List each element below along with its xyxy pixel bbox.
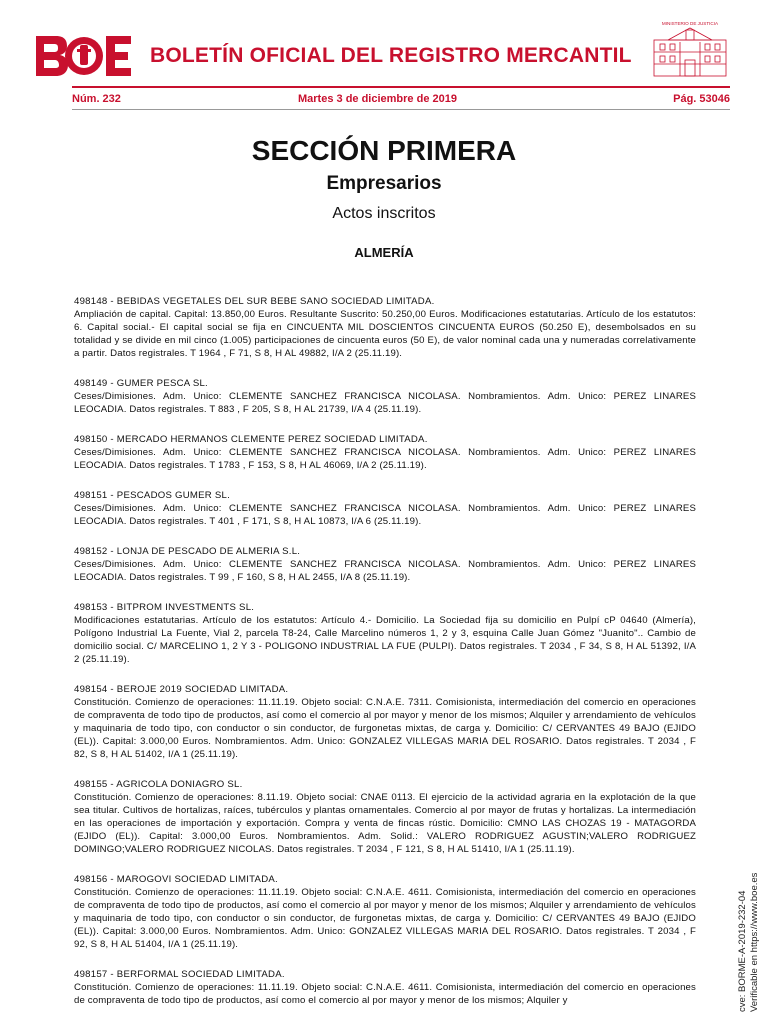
acts-heading: Actos inscritos	[332, 205, 436, 222]
entry	[74, 601, 696, 666]
entry-body: Constitución. Comienzo de operaciones: 11.11.19. Objeto social: C.N.A.E. 7311. Comisionista, intermediación del comercio en operaciones de compraventa de todo tipo de productos, así como el comercio al por mayor y menor de los mismos; Alquiler y arrendamiento de vehículos y maquinaria de todo tipo, con conductor o sin conductor, de furgonetas mixtas, de carga y. Domicilio: C/ CERVANTES 49 BAJO (EJIDO (EL)). Capital: 3.000,00 Euros. Nombramientos. Adm. Unico: GONZALEZ VILLEGAS MARIA DEL ROSARIO. Datos registrales. T 2034 , F 82, S 8, H AL 51402, I/A 1 (25.11.19).	[74, 697, 696, 760]
entries-list	[74, 295, 696, 1024]
boe-logo	[36, 36, 131, 76]
entry-body: Constitución. Comienzo de operaciones: 11.11.19. Objeto social: C.N.A.E. 4611. Comisionista, intermediación del comercio en operaciones de compraventa de todo tipo de productos, así como el comercio al por mayor y menor de los mismos; Alquiler y arrendamiento de vehículos y maquinaria de todo tipo, con conductor o sin conductor, de furgonetas mixtas, de carga y. Domicilio: C/ CERVANTES 49 BAJO (EJIDO (EL)). Capital: 3.000,00 Euros. Nombramientos. Adm. Unico: GONZALEZ VILLEGAS MARIA DEL ROSARIO. Datos registrales. T 2034 , F 92, S 8, H AL 51404, I/A 1 (25.11.19).	[74, 887, 696, 950]
ministry-building-icon	[650, 18, 730, 80]
issue-number: Núm. 232	[72, 93, 121, 105]
entry-title: 498155 - AGRICOLA DONIAGRO SL.	[74, 779, 243, 790]
entry	[74, 873, 696, 951]
entry-body: Modificaciones estatutarias. Artículo de los estatutos: Artículo 4.- Domicilio. La Sociedad fija su domicilio en Pulpí cP 04640 (Almería), Polígono Industrial La Fuente, Vial 2, parcela T8-24, Calle Marcelino números 1, 2 y 3, esquina Calle Juan Gómez "Juanito".. Cambio de domicilio social. C/ MARCELINO 1, 2 Y 3 - POLIGONO INDUSTRIAL LA FUE (PULPI). Datos registrales. T 2034 , F 34, S 8, H AL 51392, I/A 2 (25.11.19).	[74, 615, 696, 665]
entry-title: 498149 - GUMER PESCA SL.	[74, 378, 208, 389]
entry-body: Ceses/Dimisiones. Adm. Unico: CLEMENTE SANCHEZ FRANCISCA NICOLASA. Nombramientos. Adm. Unico: PEREZ LINARES LEOCADIA. Datos registrales. T 401 , F 171, S 8, H AL 10873, I/A 6 (25.11.19).	[74, 503, 696, 527]
entry	[74, 778, 696, 856]
header-divider	[72, 86, 730, 88]
subheader-divider	[72, 109, 730, 110]
issue-date: Martes 3 de diciembre de 2019	[298, 93, 457, 105]
entry	[74, 433, 696, 472]
entry	[74, 545, 696, 584]
province-heading: ALMERÍA	[354, 245, 414, 260]
entry-title: 498154 - BEROJE 2019 SOCIEDAD LIMITADA.	[74, 684, 289, 695]
entry-body: Constitución. Comienzo de operaciones: 8.11.19. Objeto social: CNAE 0113. El ejercicio de la actividad agraria en la explotación de la que sea titular. Cultivos de hortalizas, raíces, tubérculos y plantas ornamentales. Comercio al por mayor de frutas y hortalizas. La intermediación en las operaciones de importación y exportación. Compra y venta de fincas rústic. Domicilio: CMNO LAS CHOZAS 19 - MATAGORDA (EJIDO (EL)). Capital: 3.000,00 Euros. Nombramientos. Adm. Solid.: VALERO RODRIGUEZ AGUSTIN;VALERO RODRIGUEZ DOMINGO;VALERO RODRIGUEZ NICOLAS. Datos registrales. T 2034 , F 121, S 8, H AL 51410, I/A 1 (25.11.19).	[74, 792, 696, 855]
entry-body: Ceses/Dimisiones. Adm. Unico: CLEMENTE SANCHEZ FRANCISCA NICOLASA. Nombramientos. Adm. Unico: PEREZ LINARES LEOCADIA. Datos registrales. T 1783 , F 153, S 8, H AL 46069, I/A 2 (25.11.19).	[74, 447, 696, 471]
entry-title: 498150 - MERCADO HERMANOS CLEMENTE PEREZ SOCIEDAD LIMITADA.	[74, 434, 428, 445]
entry-body: Ceses/Dimisiones. Adm. Unico: CLEMENTE SANCHEZ FRANCISCA NICOLASA. Nombramientos. Adm. Unico: PEREZ LINARES LEOCADIA. Datos registrales. T 99 , F 160, S 8, H AL 2455, I/A 8 (25.11.19).	[74, 559, 696, 583]
section-title: SECCIÓN PRIMERA	[251, 135, 517, 166]
section-subtitle: Empresarios	[326, 173, 442, 194]
cve-code: cve: BORME-A-2019-232-04	[737, 890, 748, 1012]
verification-text	[737, 873, 761, 1012]
entry	[74, 377, 696, 416]
entry-title: 498151 - PESCADOS GUMER SL.	[74, 490, 231, 501]
entry	[74, 683, 696, 761]
entry-body: Constitución. Comienzo de operaciones: 11.11.19. Objeto social: C.N.A.E. 4611. Comisionista, intermediación del comercio en operaciones de compraventa de todo tipo de productos, así como el comercio al por mayor y menor de los mismos; Alquiler y	[74, 982, 696, 1006]
page-number: Pág. 53046	[673, 93, 730, 105]
publication-title: BOLETÍN OFICIAL DEL REGISTRO MERCANTIL	[150, 44, 632, 67]
svg-text:MINISTERIO DE JUSTICIA: MINISTERIO DE JUSTICIA	[661, 21, 719, 26]
entry-title: 498153 - BITPROM INVESTMENTS SL.	[74, 602, 255, 613]
verification-link[interactable]: Verificable en https://www.boe.es	[749, 872, 760, 1012]
entry-title: 498156 - MAROGOVI SOCIEDAD LIMITADA.	[74, 874, 278, 885]
entry-body: Ceses/Dimisiones. Adm. Unico: CLEMENTE SANCHEZ FRANCISCA NICOLASA. Nombramientos. Adm. Unico: PEREZ LINARES LEOCADIA. Datos registrales. T 883 , F 205, S 8, H AL 21739, I/A 4 (25.11.19).	[74, 391, 696, 415]
entry-title: 498148 - BEBIDAS VEGETALES DEL SUR BEBE SANO SOCIEDAD LIMITADA.	[74, 296, 435, 307]
entry-title: 498157 - BERFORMAL SOCIEDAD LIMITADA.	[74, 969, 285, 980]
entry-body: Ampliación de capital. Capital: 13.850,00 Euros. Resultante Suscrito: 50.250,00 Euros. Modificaciones estatutarias. Artículo de los estatutos: 6. Capital social.- El capital social se fija en CINCUENTA MIL DOSCIENTOS CINCUENTA EUROS (50.250 E), desembolsados en su totalidad y se divide en mil cinco (1.005) participaciones de cincuenta euros (50 E), de valor nominal cada una y numeradas correlativamente a partir. Datos registrales. T 1964 , F 71, S 8, H AL 49882, I/A 2 (25.11.19).	[74, 309, 696, 359]
entry-title: 498152 - LONJA DE PESCADO DE ALMERIA S.L.	[74, 546, 301, 557]
entry	[74, 489, 696, 528]
entry	[74, 968, 696, 1007]
entry	[74, 295, 696, 360]
